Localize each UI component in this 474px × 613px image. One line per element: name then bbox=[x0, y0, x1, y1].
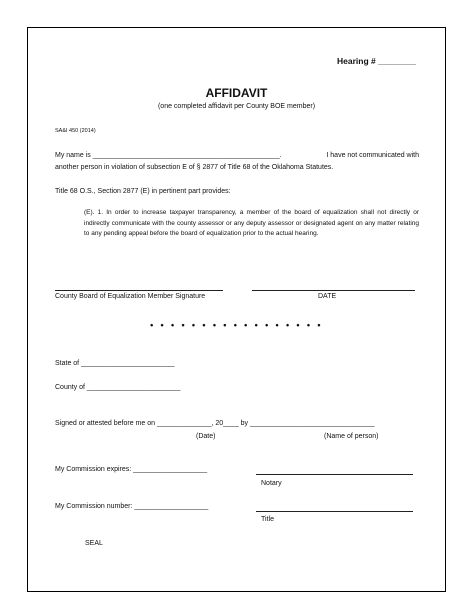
signed-attested-line: Signed or attested before me on ______________, 20____ by ________________________________ bbox=[55, 420, 375, 427]
date-signature-line bbox=[252, 290, 415, 291]
title-label: Title bbox=[261, 516, 274, 523]
commission-expires-field: My Commission expires: ___________________ bbox=[55, 466, 208, 473]
statute-intro: Title 68 O.S., Section 2877 (E) in pertinent part provides: bbox=[55, 188, 231, 195]
document-title: AFFIDAVIT bbox=[205, 86, 268, 100]
name-of-person-caption: (Name of person) bbox=[324, 433, 379, 440]
commission-number-field: My Commission number: ___________________ bbox=[55, 503, 209, 510]
date-caption: (Date) bbox=[196, 433, 216, 440]
notary-signature-line bbox=[256, 474, 413, 475]
member-signature-label: County Board of Equalization Member Signature bbox=[55, 293, 206, 300]
title-line bbox=[256, 511, 413, 512]
seal-label: SEAL bbox=[85, 540, 103, 547]
date-label: DATE bbox=[318, 293, 337, 300]
form-identifier: SA&I 450 (2014) bbox=[55, 128, 96, 134]
section-separator: • • • • • • • • • • • • • • • • • bbox=[150, 320, 323, 330]
name-statement-line2: another person in violation of subsection E of § 2877 of Title 68 of the Oklahoma Statutes. bbox=[55, 163, 334, 171]
affidavit-statement bbox=[55, 150, 419, 173]
member-signature-line bbox=[55, 290, 223, 291]
hearing-number-field: Hearing # ________ bbox=[337, 56, 416, 66]
affidavit-page bbox=[27, 27, 446, 592]
state-field: State of ________________________ bbox=[55, 360, 175, 367]
statute-quote: (E). 1. In order to increase taxpayer transparency, a member of the board of equalization shall not directly or indirectly communicate with the county assessor or any deputy assessor or designated agent on any matter relating to any pending appeal before the board of equalization prior to the actual hearing. bbox=[84, 209, 419, 238]
name-statement-right: I have not communicated with bbox=[326, 152, 419, 159]
notary-label: Notary bbox=[261, 480, 282, 487]
county-field: County of ________________________ bbox=[55, 384, 181, 391]
document-subtitle: (one completed affidavit per County BOE member) bbox=[157, 103, 316, 110]
name-statement-left: My name is ________________________________________________. bbox=[55, 152, 282, 159]
